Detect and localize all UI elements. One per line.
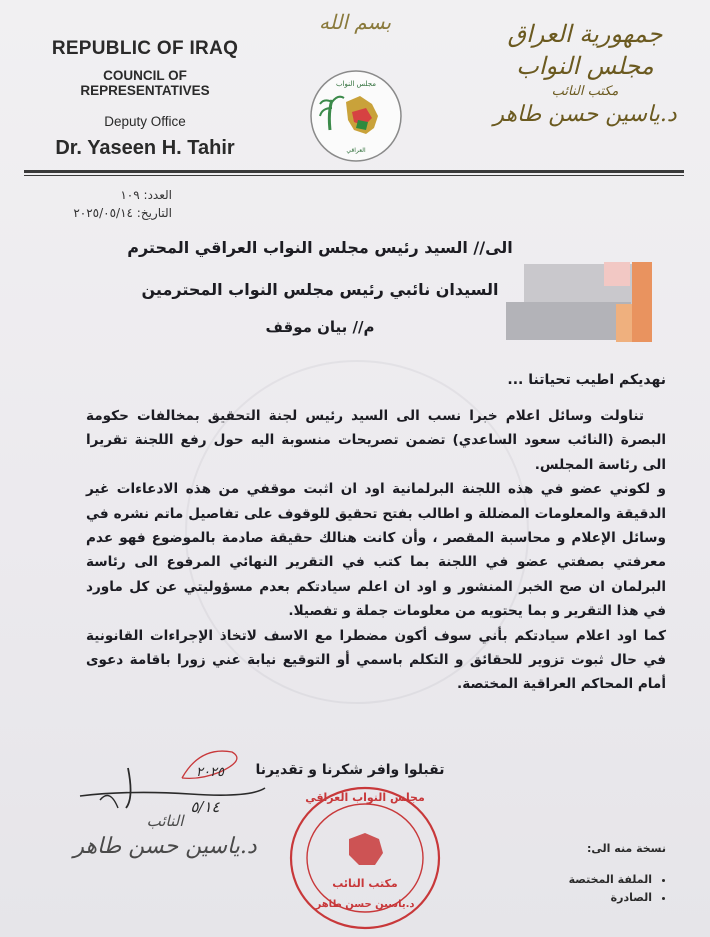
copies-title: نسخة منه الى: xyxy=(587,842,666,855)
letterhead-arabic-country: جمهورية العراق xyxy=(507,20,663,48)
letterhead-name: Dr. Yaseen H. Tahir xyxy=(55,137,235,159)
letterhead-arabic-office: مكتب النائب xyxy=(551,83,619,99)
letterhead-english xyxy=(40,38,250,160)
closing-line: تقبلوا وافر شكرنا و تقديرنا xyxy=(255,762,445,778)
addressee-line-1: الى// السيد رئيس مجلس النواب العراقي المحترم xyxy=(127,238,513,257)
emblem-top-text: مجلس النواب xyxy=(335,80,377,88)
signature-date: ٥/١٤ xyxy=(190,798,220,816)
emblem-bottom-text: العراقي xyxy=(346,147,366,154)
copies-item-2: • الصادرة xyxy=(466,889,652,907)
official-seal-stamp xyxy=(285,783,445,933)
document-date xyxy=(52,204,172,222)
greeting: نهديكم اطيب تحياتنا ... xyxy=(507,372,666,388)
signatory-block xyxy=(60,812,270,882)
signatory-title: النائب xyxy=(146,812,184,830)
header-divider-thick xyxy=(24,170,684,173)
body-paragraph-3: كما اود اعلام سيادتكم بأني سوف أكون مضطرا مع الاسف لاتخاذ الإجراءات القانونية في حال ثبوت تزوير للحقائق و التكلم باسمي أو التوقيع نيابة عني زورا باقامة دعوى أمام المحاكم العراقية المختصة. xyxy=(86,627,666,693)
seal-ring-text: مجلس النواب العراقي xyxy=(305,791,425,804)
document-meta xyxy=(52,186,172,222)
date-label: التاريخ: xyxy=(136,206,172,220)
letterhead-office: Deputy Office xyxy=(104,114,186,129)
letterhead-country: REPUBLIC OF IRAQ xyxy=(51,38,239,59)
document-number xyxy=(52,186,172,204)
letterhead-arabic-name: د.ياسين حسن طاهر xyxy=(493,102,677,128)
date-value: ٢٠٢٥/٠٥/١٤ xyxy=(73,206,133,220)
seal-inner-text: مكتب النائب xyxy=(332,877,398,890)
redacted-region xyxy=(506,262,666,344)
subject-line: م// بيان موقف xyxy=(265,318,375,336)
council-emblem-icon xyxy=(308,68,404,164)
letterhead-arabic xyxy=(490,18,680,130)
seal-name-text: د.ياسين حسن طاهر xyxy=(315,899,415,910)
bismillah-calligraphy: بسم الله xyxy=(318,10,392,34)
number-label: العدد: xyxy=(143,188,172,202)
header-divider-thin xyxy=(24,175,684,176)
copies-list xyxy=(466,871,666,907)
number-value: ١٠٩ xyxy=(120,188,140,202)
letterhead-arabic-council: مجلس النواب xyxy=(516,52,654,81)
letter-body xyxy=(86,404,666,697)
addressee-line-2: السيدان نائبي رئيس مجلس النواب المحترمين xyxy=(141,280,499,299)
signatory-name: د.ياسين حسن طاهر xyxy=(73,834,257,859)
signature-year: ٢٠٢٥ xyxy=(196,765,224,780)
copies-item-1: • الملفة المختصة xyxy=(466,871,652,889)
body-paragraph-2: و لكوني عضو في هذه اللجنة البرلمانية اود ان اثبت موقفي من هذه الادعاءات غير الدقيقة والمعلومات المضللة و اطالب بفتح تحقيق للوقوف على تفاصيل ماتم نشره في وسائل الإعلام و محاسبة المقصر ، وأن كانت هنالك حقيقة صادمة بالموضوع فهو عدم معرفتي بصفتي عضو في اللجنة بما كتب في التقرير النهائي المرفوع الى رئاسة البرلمان ان صح الخبر المنشور و اود ان اعلم سيادتكم بعدم مسؤوليتي عن كل ماورد في هذا التقرير و بما يحتويه من معلومات جملة و تفصيلا. xyxy=(86,481,666,620)
letterhead-council: COUNCIL OF REPRESENTATIVES xyxy=(80,68,210,98)
body-paragraph-1: تناولت وسائل اعلام خبرا نسب الى السيد رئيس لجنة التحقيق بمخالفات حكومة البصرة (النائب سعود الساعدي) تضمن تصريحات منسوبة اليه حول رفع اللجنة تقريرا الى رئاسة المجلس. xyxy=(86,408,666,473)
copies-block xyxy=(466,842,666,907)
